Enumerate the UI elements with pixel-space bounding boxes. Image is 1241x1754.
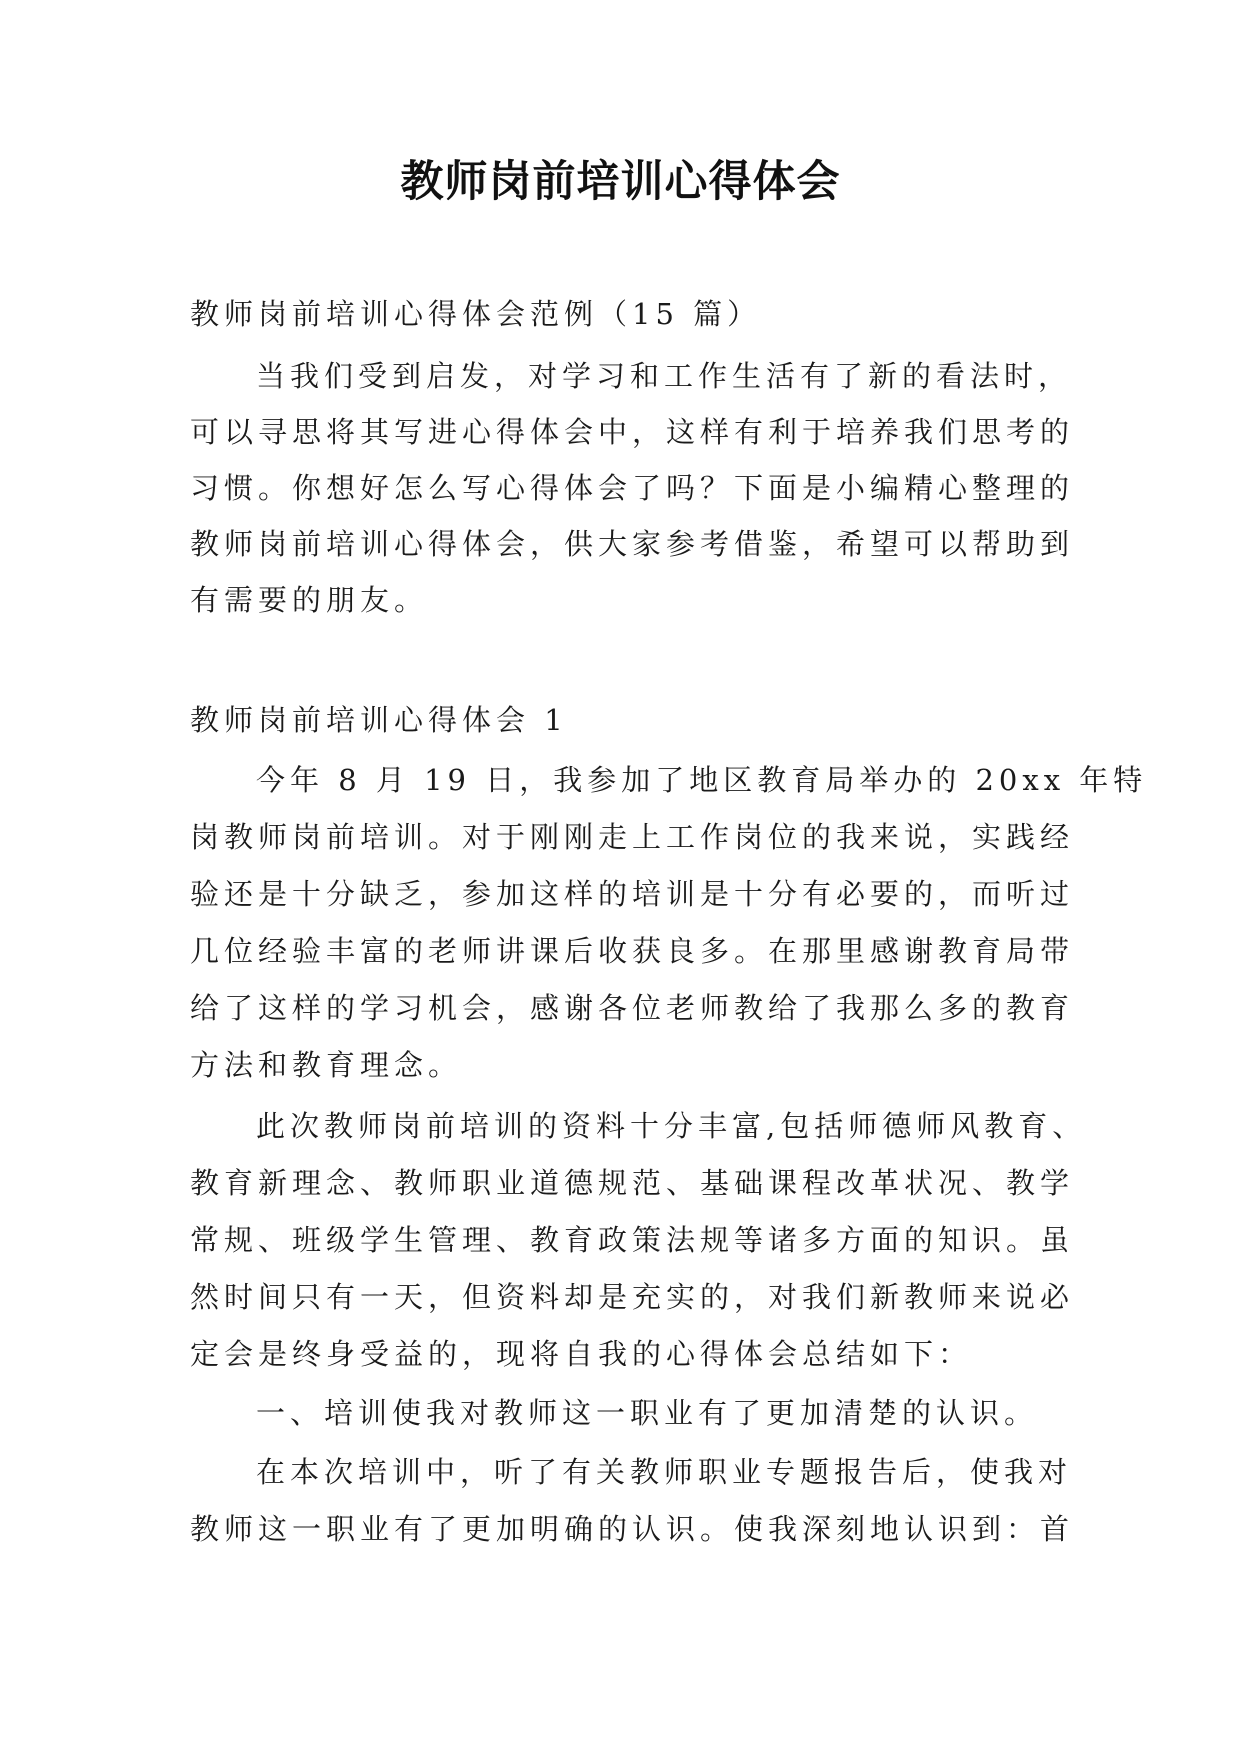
document-title: 教师岗前培训心得体会	[400, 157, 841, 207]
paragraph-line: 几位经验丰富的老师讲课后收获良多。在那里感谢教育局带	[190, 934, 1075, 968]
paragraph-line: 常规、班级学生管理、教育政策法规等诸多方面的知识。虽	[190, 1223, 1075, 1257]
paragraph-line: 有需要的朋友。	[190, 583, 429, 617]
paragraph-line: 教师这一职业有了更加明确的认识。使我深刻地认识到：首	[190, 1512, 1075, 1546]
paragraph-line: 当我们受到启发，对学习和工作生活有了新的看法时，	[256, 359, 1073, 393]
paragraph-line: 验还是十分缺乏，参加这样的培训是十分有必要的，而听过	[190, 877, 1075, 911]
paragraph-line: 今年 8 月 19 日，我参加了地区教育局举办的 20xx 年特	[256, 763, 1148, 797]
paragraph-line: 方法和教育理念。	[190, 1048, 463, 1082]
paragraph-line: 在本次培训中，听了有关教师职业专题报告后，使我对	[256, 1455, 1073, 1489]
paragraph-line: 定会是终身受益的，现将自我的心得体会总结如下：	[190, 1337, 973, 1371]
paragraph-line: 习惯。你想好怎么写心得体会了吗？下面是小编精心整理的	[190, 471, 1075, 505]
paragraph-line: 岗教师岗前培训。对于刚刚走上工作岗位的我来说，实践经	[190, 820, 1075, 854]
paragraph-line: 然时间只有一天，但资料却是充实的，对我们新教师来说必	[190, 1280, 1075, 1314]
paragraph-line: 教师岗前培训心得体会，供大家参考借鉴，希望可以帮助到	[190, 527, 1075, 561]
paragraph-line: 教育新理念、教师职业道德规范、基础课程改革状况、教学	[190, 1166, 1075, 1200]
numbered-point: 一、培训使我对教师这一职业有了更加清楚的认识。	[256, 1396, 1039, 1430]
subtitle-line: 教师岗前培训心得体会范例（15 篇）	[190, 297, 762, 331]
section-heading: 教师岗前培训心得体会 1	[190, 703, 568, 737]
paragraph-line: 可以寻思将其写进心得体会中，这样有利于培养我们思考的	[190, 415, 1075, 449]
paragraph-line: 此次教师岗前培训的资料十分丰富,包括师德师风教育、	[256, 1109, 1087, 1143]
paragraph-line: 给了这样的学习机会，感谢各位老师教给了我那么多的教育	[190, 991, 1075, 1025]
